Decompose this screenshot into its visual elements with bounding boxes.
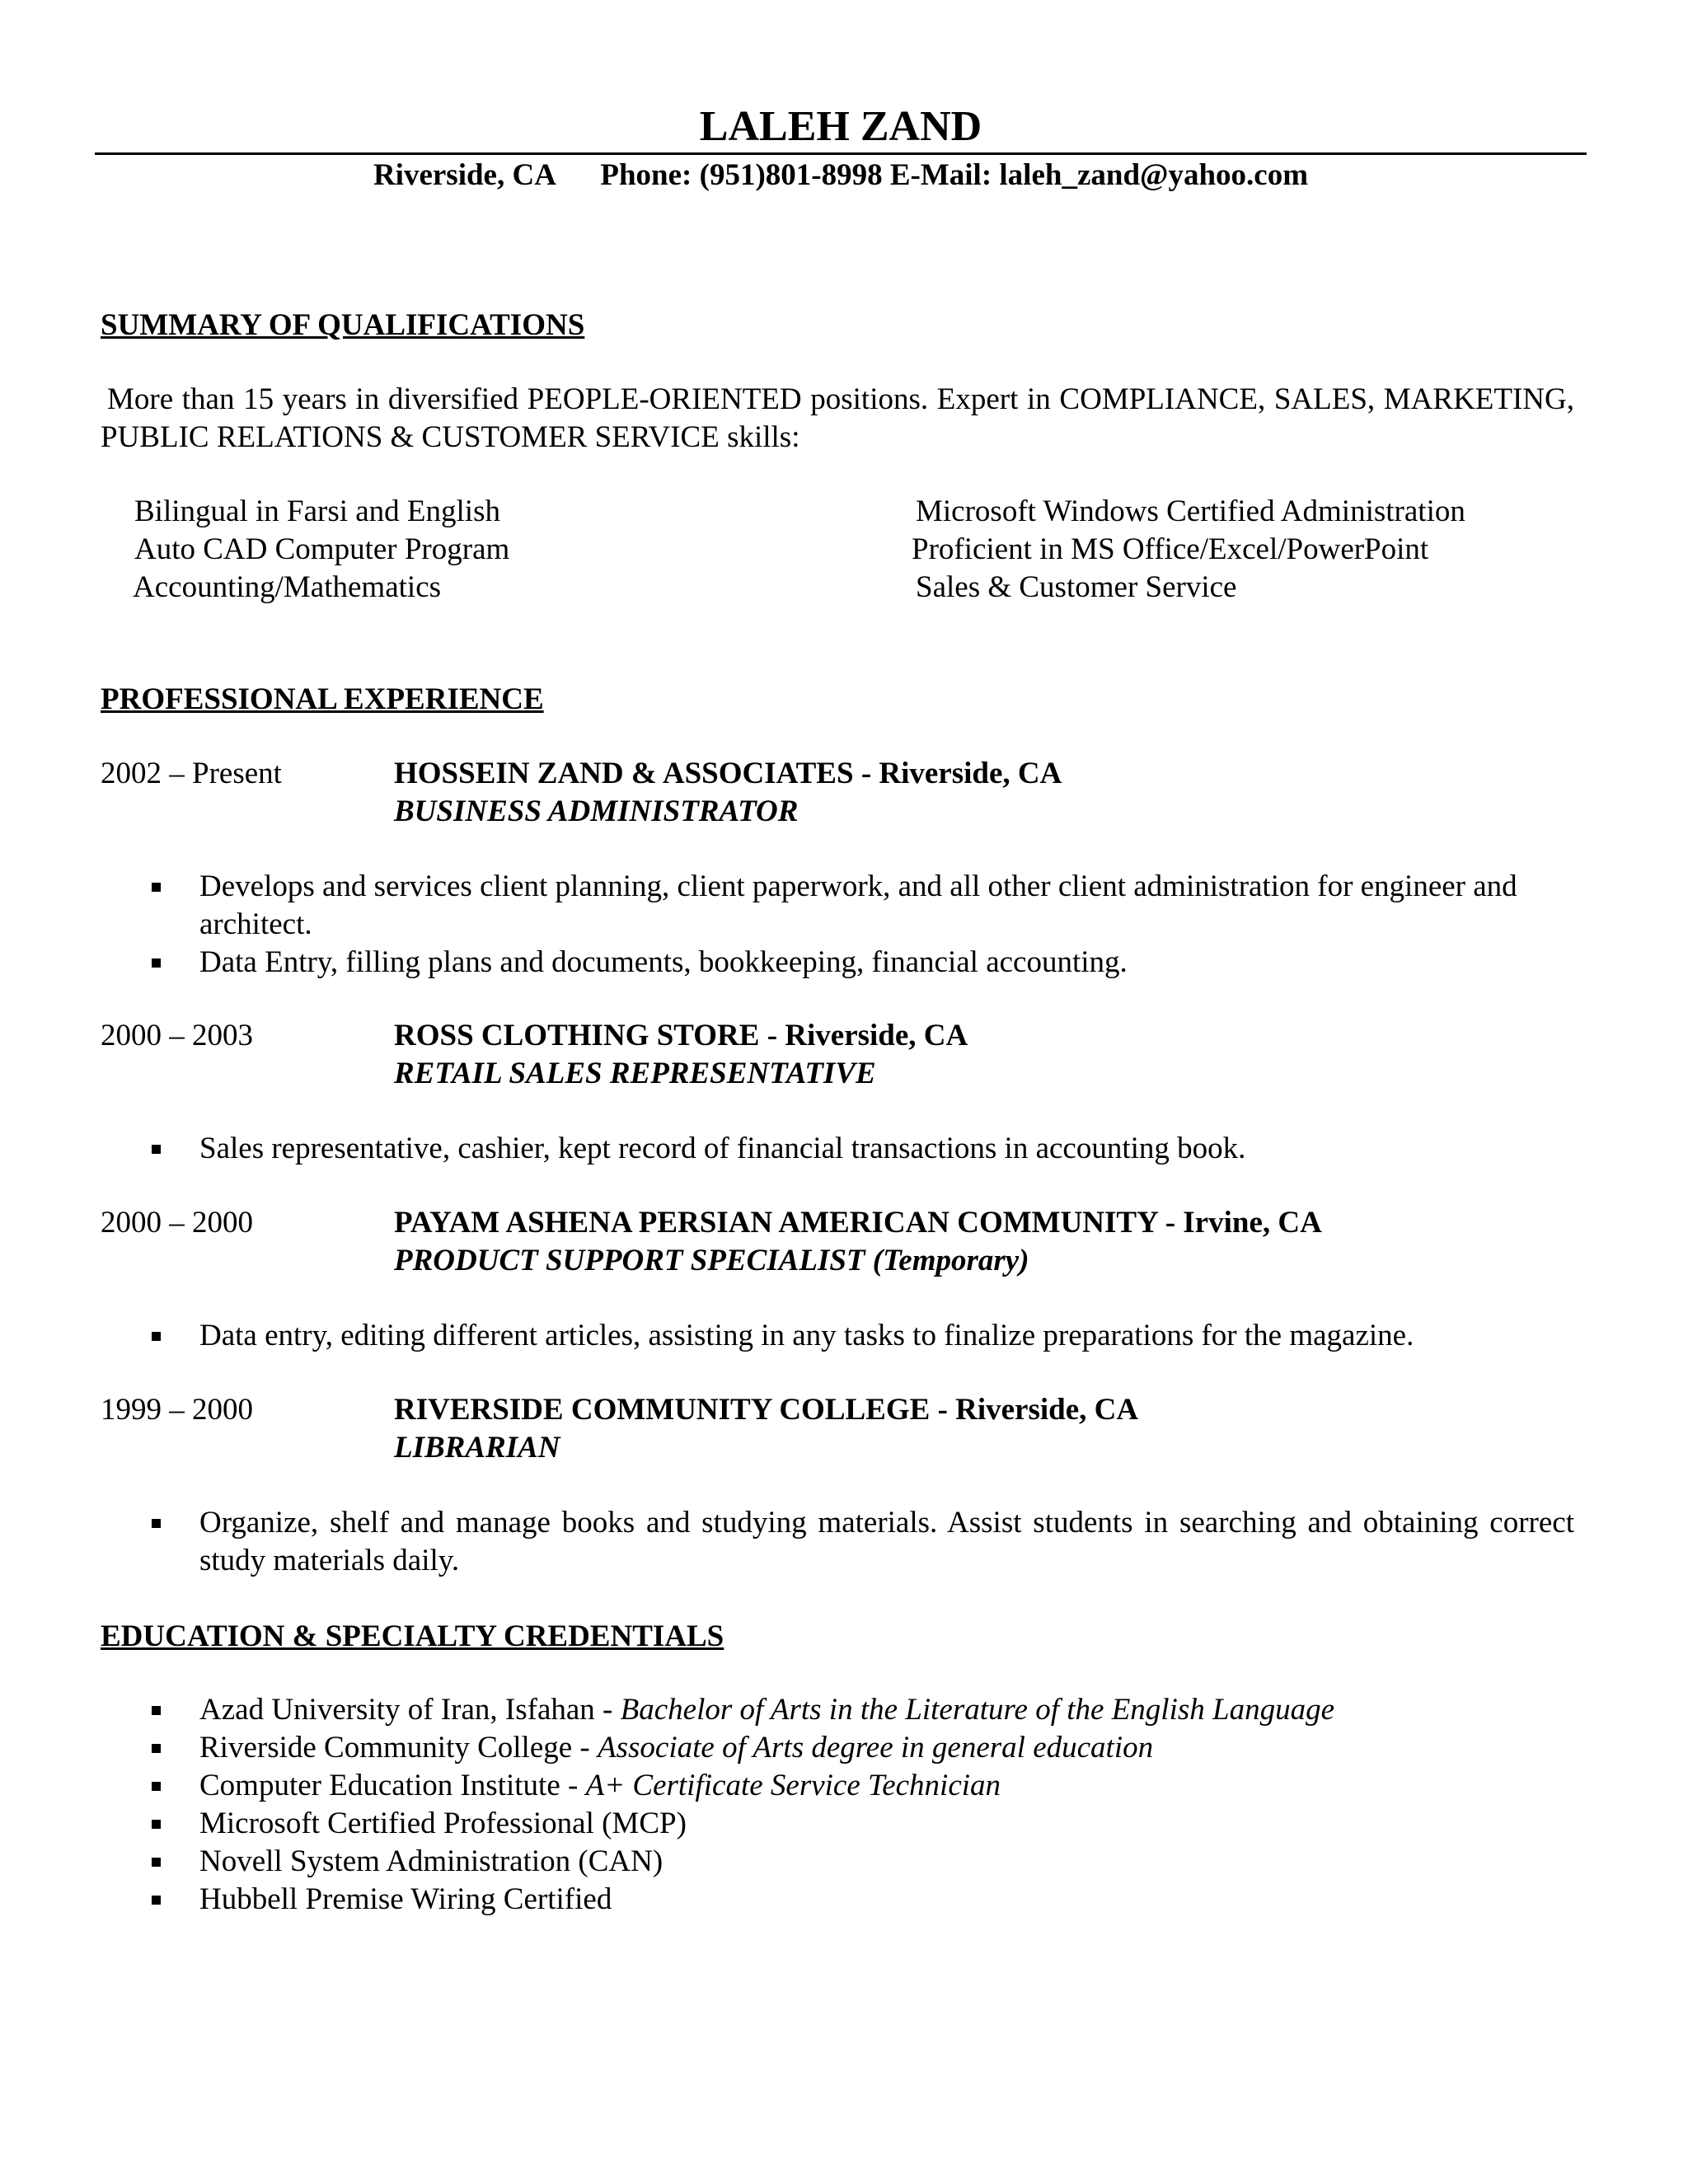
education-item (199, 1881, 612, 1919)
job-bullet: Develops and services client planning, client paperwork, and all other client administration for engineer and architect. (199, 869, 1517, 941)
bullet-square-icon (152, 1896, 161, 1905)
education-item (199, 1767, 1001, 1805)
section-heading-experience: PROFESSIONAL EXPERIENCE (101, 682, 544, 716)
education-item (199, 1843, 663, 1881)
bullet-square-icon (152, 1519, 161, 1528)
bullet-square-icon (152, 1706, 161, 1715)
job-bullet: Sales representative, cashier, kept record of financial transactions in accounting book. (199, 1132, 1246, 1165)
skill-item: Sales & Customer Service (916, 570, 1237, 604)
education-item (199, 1691, 1334, 1729)
education-item (199, 1805, 687, 1843)
summary-intro: More than 15 years in diversified PEOPLE-ORIENTED positions. Expert in COMPLIANCE, SALES, MARKETING, PUBLIC RELATIONS & CUSTOMER SERVICE skills: (101, 382, 1574, 454)
job-title: PRODUCT SUPPORT SPECIALIST (Temporary) (394, 1244, 1029, 1277)
education-institution: Computer Education Institute - (199, 1769, 586, 1802)
job-dates: 2000 – 2000 (101, 1206, 253, 1240)
bullet-square-icon (152, 1332, 161, 1341)
job-bullet: Organize, shelf and manage books and studying materials. Assist students in searching and obtaining correct study materials daily. (199, 1506, 1574, 1577)
job-dates: 1999 – 2000 (101, 1393, 253, 1427)
job-employer: ROSS CLOTHING STORE - Riverside, CA (394, 1019, 968, 1052)
education-item (199, 1729, 1153, 1767)
education-institution: Hubbell Premise Wiring Certified (199, 1882, 612, 1916)
job-employer: RIVERSIDE COMMUNITY COLLEGE - Riverside, CA (394, 1393, 1139, 1427)
job-bullet: Data entry, editing different articles, assisting in any tasks to finalize preparations for the magazine. (199, 1319, 1414, 1352)
section-heading-summary: SUMMARY OF QUALIFICATIONS (101, 308, 585, 342)
bullet-square-icon (152, 1782, 161, 1791)
skill-item: Accounting/Mathematics (133, 570, 442, 604)
job-employer: PAYAM ASHENA PERSIAN AMERICAN COMMUNITY - Irvine, CA (394, 1206, 1322, 1240)
job-title: RETAIL SALES REPRESENTATIVE (394, 1057, 876, 1090)
skill-item: Auto CAD Computer Program (134, 532, 510, 566)
section-heading-education: EDUCATION & SPECIALTY CREDENTIALS (101, 1619, 724, 1653)
education-institution: Microsoft Certified Professional (MCP) (199, 1807, 687, 1840)
contact-line: Riverside, CA Phone: (951)801-8998 E-Mail: laleh_zand@yahoo.com (373, 158, 1309, 192)
education-credential: A+ Certificate Service Technician (585, 1769, 1001, 1802)
skill-item: Proficient in MS Office/Excel/PowerPoint (912, 532, 1429, 566)
bullet-square-icon (152, 958, 161, 968)
skill-item: Bilingual in Farsi and English (134, 494, 500, 528)
job-title: BUSINESS ADMINISTRATOR (394, 794, 799, 828)
job-employer: HOSSEIN ZAND & ASSOCIATES - Riverside, CA (394, 757, 1062, 790)
job-title: LIBRARIAN (394, 1431, 560, 1465)
job-bullet: Data Entry, filling plans and documents, bookkeeping, financial accounting. (199, 945, 1128, 979)
education-credential: Bachelor of Arts in the Literature of the English Language (620, 1693, 1334, 1727)
bullet-square-icon (152, 1820, 161, 1829)
job-dates: 2000 – 2003 (101, 1019, 253, 1052)
bullet-square-icon (152, 883, 161, 892)
education-credential: Associate of Arts degree in general education (598, 1731, 1154, 1765)
skill-item: Microsoft Windows Certified Administration (916, 494, 1465, 528)
job-dates: 2002 – Present (101, 757, 282, 790)
bullet-square-icon (152, 1145, 161, 1154)
education-institution: Riverside Community College - (199, 1731, 598, 1765)
resume-name: LALEH ZAND (699, 103, 982, 150)
education-institution: Azad University of Iran, Isfahan - (199, 1693, 621, 1727)
education-institution: Novell System Administration (CAN) (199, 1844, 663, 1878)
bullet-square-icon (152, 1858, 161, 1867)
bullet-square-icon (152, 1744, 161, 1753)
